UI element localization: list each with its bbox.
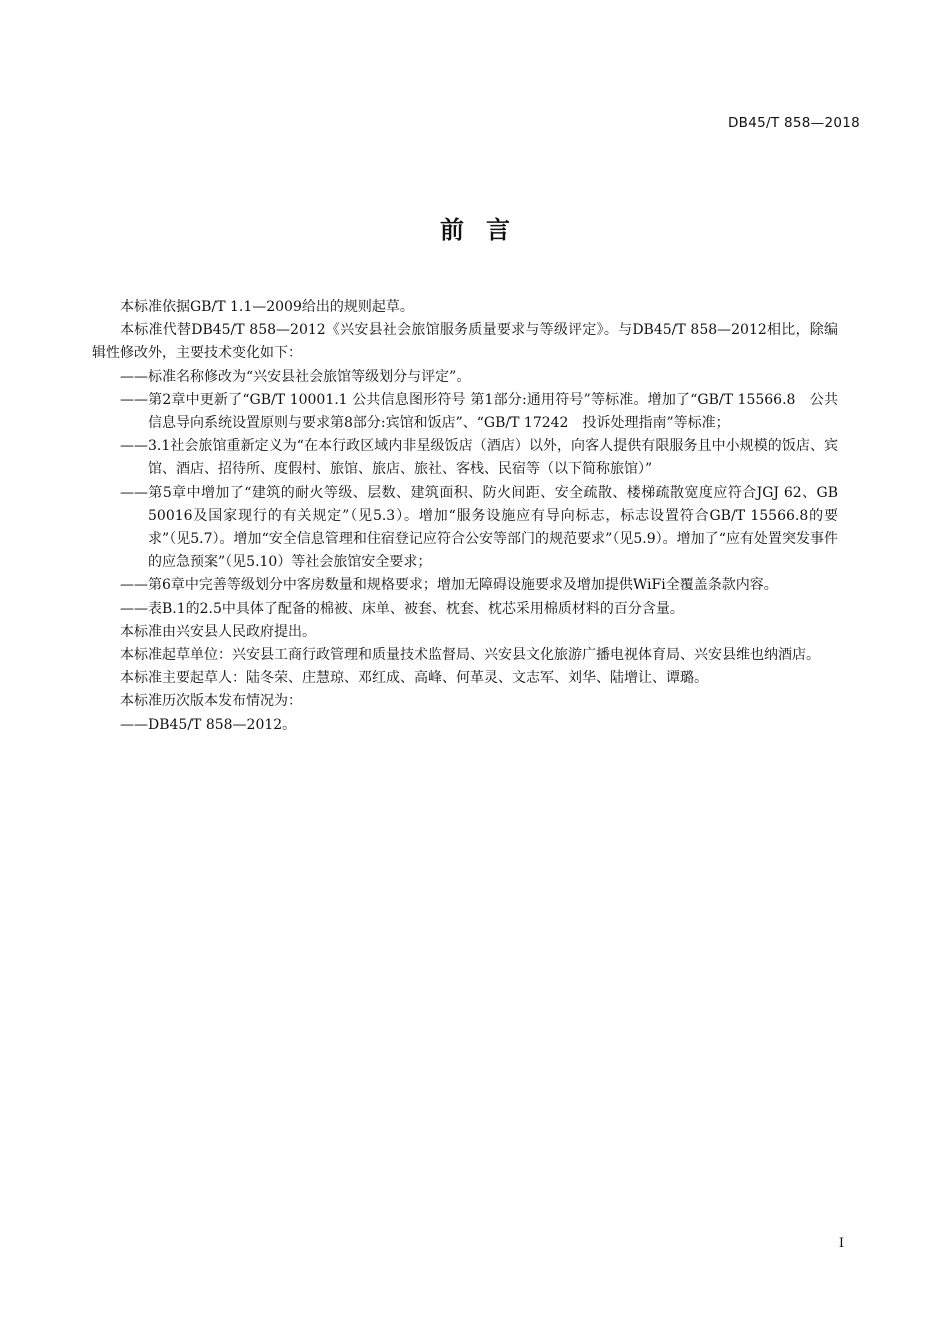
- change-item-definition-3-1: ——3.1社会旅馆重新定义为“在本行政区域内非星级饭店（酒店）以外，向客人提供有限服务且中小规模的饭店、宾馆、酒店、招待所、度假村、旅馆、旅店、旅社、客栈、民宿等（以下简称旅馆）”: [120, 438, 838, 478]
- change-item-chapter-5: ——第5章中增加了“建筑的耐火等级、层数、建筑面积、防火间距、安全疏散、楼梯疏散宽度应符合JGJ 62、GB 50016及国家现行的有关规定”（见5.3）。增加“服务设施应有导向标志，标志设置符合GB/T 15566.8的要求”（见5.7）。增加“安全信息管理和住宿登记应符合公安等部门的规范要求”（见5.9）。增加了“应有处置突发事件的应急预案”（见5.10）等社会旅馆安全要求；: [120, 484, 838, 571]
- page-number: I: [838, 1236, 844, 1251]
- paragraph-drafting-units: 本标准起草单位：兴安县工商行政管理和质量技术监督局、兴安县文化旅游广播电视体育局、兴安县维也纳酒店。: [120, 647, 820, 664]
- page-title: 前言: [440, 216, 532, 244]
- paragraph-replacement-note: 本标准代替DB45/T 858—2012《兴安县社会旅馆服务质量要求与等级评定》。与DB45/T 858—2012相比，除编辑性修改外，主要技术变化如下：: [92, 322, 838, 362]
- paragraph-proposer: 本标准由兴安县人民政府提出。: [120, 623, 316, 640]
- change-item-title: ——标准名称修改为“兴安县社会旅馆等级划分与评定”。: [120, 368, 471, 385]
- standard-code: DB45/T 858—2018: [727, 115, 860, 131]
- change-item-chapter-2: ——第2章中更新了“GB/T 10001.1 公共信息图形符号 第1部分:通用符号”等标准。增加了“GB/T 15566.8 公共信息导向系统设置原则与要求第8部分:宾馆和饭店”、“GB/T 17242 投诉处理指南”等标准；: [120, 391, 838, 432]
- paragraph-version-history: 本标准历次版本发布情况为：: [120, 693, 302, 710]
- change-item-chapter-6: ——第6章中完善等级划分中客房数量和规格要求；增加无障碍设施要求及增加提供WiFi全覆盖条款内容。: [120, 577, 778, 594]
- foreword-body: [92, 296, 838, 737]
- change-item-table-b1: ——表B.1的2.5中具体了配备的棉被、床单、被套、枕套、枕芯采用棉质材料的百分含量。: [120, 600, 684, 617]
- paragraph-drafting-rules: 本标准依据GB/T 1.1—2009给出的规则起草。: [120, 299, 414, 315]
- paragraph-drafters: 本标准主要起草人：陆冬荣、庄慧琼、邓红成、高峰、何革灵、文志军、刘华、陆增让、谭璐。: [120, 670, 708, 687]
- version-history-item: ——DB45/T 858—2012。: [120, 716, 297, 733]
